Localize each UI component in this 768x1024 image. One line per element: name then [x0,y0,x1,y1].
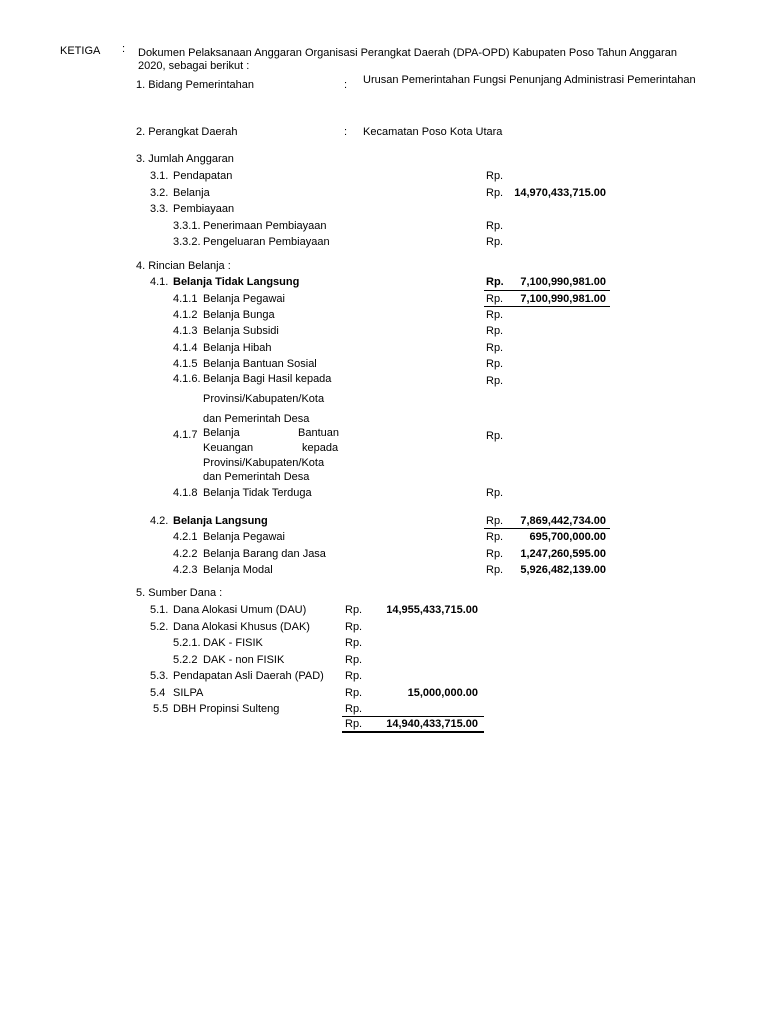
bantuan-keuangan-line-4: dan Pemerintah Desa [203,471,310,483]
bagi-hasil-line-3: dan Pemerintah Desa [203,413,310,425]
item-label: Belanja Tidak Terduga [203,487,312,499]
item-num: 3.2. [150,187,169,199]
rp-label: Rp. [486,430,504,442]
rp-label: Rp. [486,531,504,543]
rp-label: Rp. [486,293,504,305]
dau-amount: 14,955,433,715.00 [386,604,478,616]
silpa-amount: 15,000,000.00 [407,687,478,699]
item-num: 5.2.2 [173,654,198,666]
item-label: Belanja [173,187,210,199]
rp-label: Rp. [345,718,363,730]
bl-barang-jasa-amount: 1,247,260,595.00 [520,548,606,560]
item-num: 4.1.4 [173,342,198,354]
belanja-amount: 14,970,433,715.00 [514,187,606,199]
rincian-belanja-label: 4. Rincian Belanja : [136,260,231,272]
item-num: 4.1.2 [173,309,198,321]
rp-label: Rp. [345,621,363,633]
item-num: 4.1.1 [173,293,198,305]
rp-label: Rp. [486,515,504,527]
rp-label: Rp. [345,637,363,649]
belanja-tidak-langsung-label: Belanja Tidak Langsung [173,276,300,288]
item-num: 4.1.8 [173,487,198,499]
item-num: 5.5 [153,703,169,715]
total-amount: 14,940,433,715.00 [386,718,478,730]
item-label: Dana Alokasi Umum (DAU) [173,604,307,616]
bl-pegawai-amount: 695,700,000.00 [529,531,606,543]
item-num: 4.1.5 [173,358,198,370]
item-num: 4.1. [150,276,169,288]
item-label: Belanja Subsidi [203,325,279,337]
rp-label: Rp. [486,375,504,387]
item-label: Belanja Barang dan Jasa [203,548,326,560]
rp-label: Rp. [486,276,504,288]
item-label: DAK - non FISIK [203,654,285,666]
item-num: 3.3.1. [173,220,201,232]
ketiga-colon: : [122,43,126,55]
item-label: Belanja Pegawai [203,293,285,305]
item-num: 5.4 [150,687,166,699]
item-label: Pembiayaan [173,203,235,215]
perangkat-daerah-value: Kecamatan Poso Kota Utara [363,126,503,138]
item-num: 5.2.1. [173,637,201,649]
item-num: 3.3.2. [173,236,201,248]
total-double-underline [342,731,484,733]
rp-label: Rp. [486,187,504,199]
rp-label: Rp. [486,358,504,370]
item-num: 5.3. [150,670,169,682]
bantuan-keuangan-line-3: Provinsi/Kabupaten/Kota [203,457,325,469]
jumlah-anggaran-label: 3. Jumlah Anggaran [136,153,234,165]
bidang-pemerintahan-label: 1. Bidang Pemerintahan [136,79,255,91]
total-line-top [342,716,484,717]
bl-amount: 7,869,442,734.00 [520,515,606,527]
rp-label: Rp. [345,604,363,616]
rp-label: Rp. [486,564,504,576]
header-line-1: Dokumen Pelaksanaan Anggaran Organisasi Perangkat Daerah (DPA-OPD) Kabupaten Poso Tahun Anggaran [138,47,677,59]
rp-label: Rp. [345,703,363,715]
item-num: 3.3. [150,203,169,215]
bantuan-keuangan-word: Bantuan [298,427,339,439]
item-num: 5.1. [150,604,169,616]
rp-label: Rp. [486,170,504,182]
rp-label: Rp. [486,548,504,560]
rp-label: Rp. [345,654,363,666]
rp-label: Rp. [345,670,363,682]
rp-label: Rp. [486,236,504,248]
item-label: SILPA [173,687,204,699]
perangkat-daerah-label: 2. Perangkat Daerah [136,126,238,138]
rp-label: Rp. [345,687,363,699]
item-label: Belanja Modal [203,564,273,576]
bagi-hasil-line-1: Belanja Bagi Hasil kepada [203,373,332,385]
item-num: 4.2.2 [173,548,198,560]
item-num: 4.2.1 [173,531,198,543]
rp-label: Rp. [486,487,504,499]
item-label: DAK - FISIK [203,637,263,649]
ketiga-label: KETIGA [60,45,101,57]
item-label: Belanja Hibah [203,342,272,354]
underline [484,306,610,307]
item-label: Pengeluaran Pembiayaan [203,236,330,248]
item-num: 4.2. [150,515,169,527]
perangkat-colon: : [344,126,348,138]
underline [484,528,610,529]
item-num: 5.2. [150,621,169,633]
item-label: Pendapatan Asli Daerah (PAD) [173,670,324,682]
bidang-colon: : [344,79,348,91]
underline [484,290,610,291]
rp-label: Rp. [486,309,504,321]
item-label: Belanja Pegawai [203,531,285,543]
item-num: 4.1.3 [173,325,198,337]
item-num: 4.2.3 [173,564,198,576]
rp-label: Rp. [486,220,504,232]
item-num: 4.1.6. [173,373,201,385]
item-label: Pendapatan [173,170,233,182]
item-num: 3.1. [150,170,169,182]
btl-amount: 7,100,990,981.00 [520,276,606,288]
belanja-langsung-label: Belanja Langsung [173,515,268,527]
bagi-hasil-line-2: Provinsi/Kabupaten/Kota [203,393,325,405]
bantuan-keuangan-word: Belanja [203,427,240,439]
rp-label: Rp. [486,342,504,354]
bantuan-keuangan-word: kepada [302,442,339,454]
item-label: Belanja Bantuan Sosial [203,358,317,370]
item-label: Dana Alokasi Khusus (DAK) [173,621,310,633]
sumber-dana-label: 5. Sumber Dana : [136,587,223,599]
header-line-2: 2020, sebagai berikut : [138,60,250,72]
item-num: 4.1.7 [173,429,198,441]
btl-pegawai-amount: 7,100,990,981.00 [520,293,606,305]
rp-label: Rp. [486,325,504,337]
bantuan-keuangan-word: Keuangan [203,442,254,454]
item-label: Penerimaan Pembiayaan [203,220,327,232]
bl-modal-amount: 5,926,482,139.00 [520,564,606,576]
bidang-pemerintahan-value: Urusan Pemerintahan Fungsi Penunjang Administrasi Pemerintahan [363,74,696,86]
item-label: DBH Propinsi Sulteng [173,703,280,715]
item-label: Belanja Bunga [203,309,275,321]
